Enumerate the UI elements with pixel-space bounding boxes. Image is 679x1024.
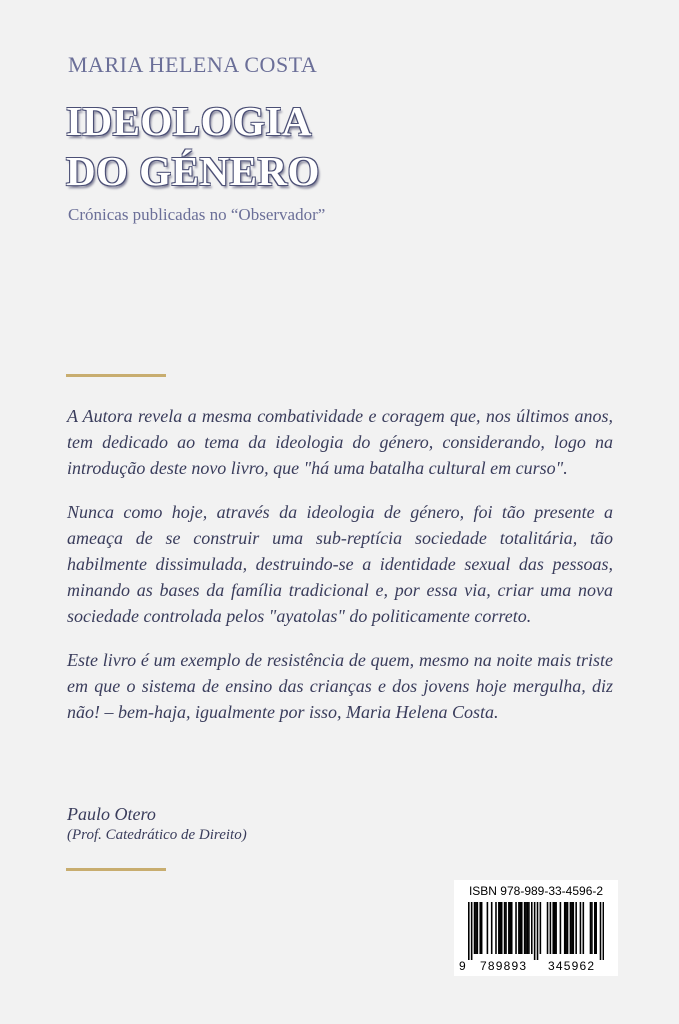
barcode-bar (571, 902, 573, 954)
barcode-bar (487, 902, 489, 954)
barcode-digits-left: 789893 (480, 959, 528, 973)
barcode-bar (515, 902, 517, 954)
barcode-bar (600, 902, 602, 960)
barcode-icon (468, 902, 604, 960)
barcode-bar (591, 902, 593, 954)
barcode-bar (560, 902, 562, 954)
blurb-paragraph-1: A Autora revela a mesma combatividade e coragem que, nos últimos anos, tem dedicado ao tema da ideologia do género, considerando, logo na introdução deste novo livro, que "há uma batalha cultural em curso". (67, 406, 613, 478)
book-title-line-2: DO GÉNERO (66, 148, 320, 194)
barcode-bar (471, 902, 473, 960)
barcode-bar (583, 902, 585, 954)
barcode-bar (479, 902, 481, 954)
barcode-bar (510, 902, 512, 954)
barcode-bar (474, 902, 476, 954)
barcode-bar (540, 902, 542, 954)
barcode-bar (552, 902, 554, 954)
book-title-line-1: IDEOLOGIA (66, 98, 312, 144)
barcode-bar (504, 902, 506, 954)
divider-top (66, 374, 166, 377)
barcode-bar (547, 902, 549, 954)
barcode-bar (521, 902, 523, 954)
barcode-bar (524, 902, 526, 954)
barcode-bar (481, 902, 483, 954)
barcode-bar (525, 902, 527, 954)
barcode-bar (498, 902, 500, 954)
barcode-bar (564, 902, 566, 954)
barcode-bar (575, 902, 577, 954)
barcode-digits-right: 345962 (548, 959, 596, 973)
barcode-bar (537, 902, 539, 960)
barcode-bar (555, 902, 557, 954)
barcode-digit-lead: 9 (459, 959, 466, 973)
barcode-bar (518, 902, 520, 954)
book-subtitle: Crónicas publicadas no “Observador” (68, 205, 326, 224)
barcode-bar (501, 902, 503, 954)
blurb-paragraph-3: Este livro é um exemplo de resistência de quem, mesmo na noite mais triste em que o sistema de ensino das crianças e dos jovens hoje mergulha, diz não! – bem-haja, igualmente por isso, Maria Helena Costa. (67, 650, 613, 722)
barcode-bar (595, 902, 597, 954)
barcode-block (454, 880, 618, 976)
barcode-bar (477, 902, 479, 954)
barcode-bar (531, 902, 533, 954)
barcode-bar (567, 902, 569, 954)
blurb-text (67, 403, 613, 743)
barcode-bar (508, 902, 510, 954)
barcode-bar (550, 902, 552, 954)
barcode-bar (527, 902, 529, 954)
barcode-bar (570, 902, 572, 954)
barcode-bar (528, 902, 530, 954)
barcode-bar (505, 902, 507, 954)
divider-bottom (66, 868, 166, 871)
barcode-bar (475, 902, 477, 954)
barcode-bar (468, 902, 470, 960)
isbn-label: ISBN 978-989-33-4596-2 (468, 884, 604, 898)
barcode-bar (594, 902, 596, 954)
barcode-digits (454, 959, 618, 973)
barcode-bar (520, 902, 522, 954)
signature (67, 803, 247, 845)
barcode-bar (603, 902, 604, 960)
signature-name: Paulo Otero (67, 804, 156, 824)
barcode-bar (554, 902, 556, 954)
barcode-bar (511, 902, 513, 954)
book-title (66, 96, 320, 196)
barcode-bar (565, 902, 567, 954)
barcode-bar (580, 902, 582, 954)
signature-role: (Prof. Catedrático de Direito) (67, 827, 247, 843)
barcode-bar (590, 902, 592, 954)
barcode-bar (499, 902, 501, 954)
barcode-bar (573, 902, 575, 954)
barcode-bar (495, 902, 497, 954)
barcode-bar (534, 902, 536, 960)
blurb-paragraph-2: Nunca como hoje, através da ideologia de género, foi tão presente a ameaça de se construir uma sub-reptícia sociedade totalitária, tão habilmente dissimulada, destruindo-se a identidade sexual das pessoas, minando as bases da família tradicional e, por essa via, criar uma nova sociedade controlada pelos "ayatolas" do politicamente correto. (67, 502, 613, 626)
barcode-bar (491, 902, 493, 954)
author-name: MARIA HELENA COSTA (68, 52, 318, 77)
